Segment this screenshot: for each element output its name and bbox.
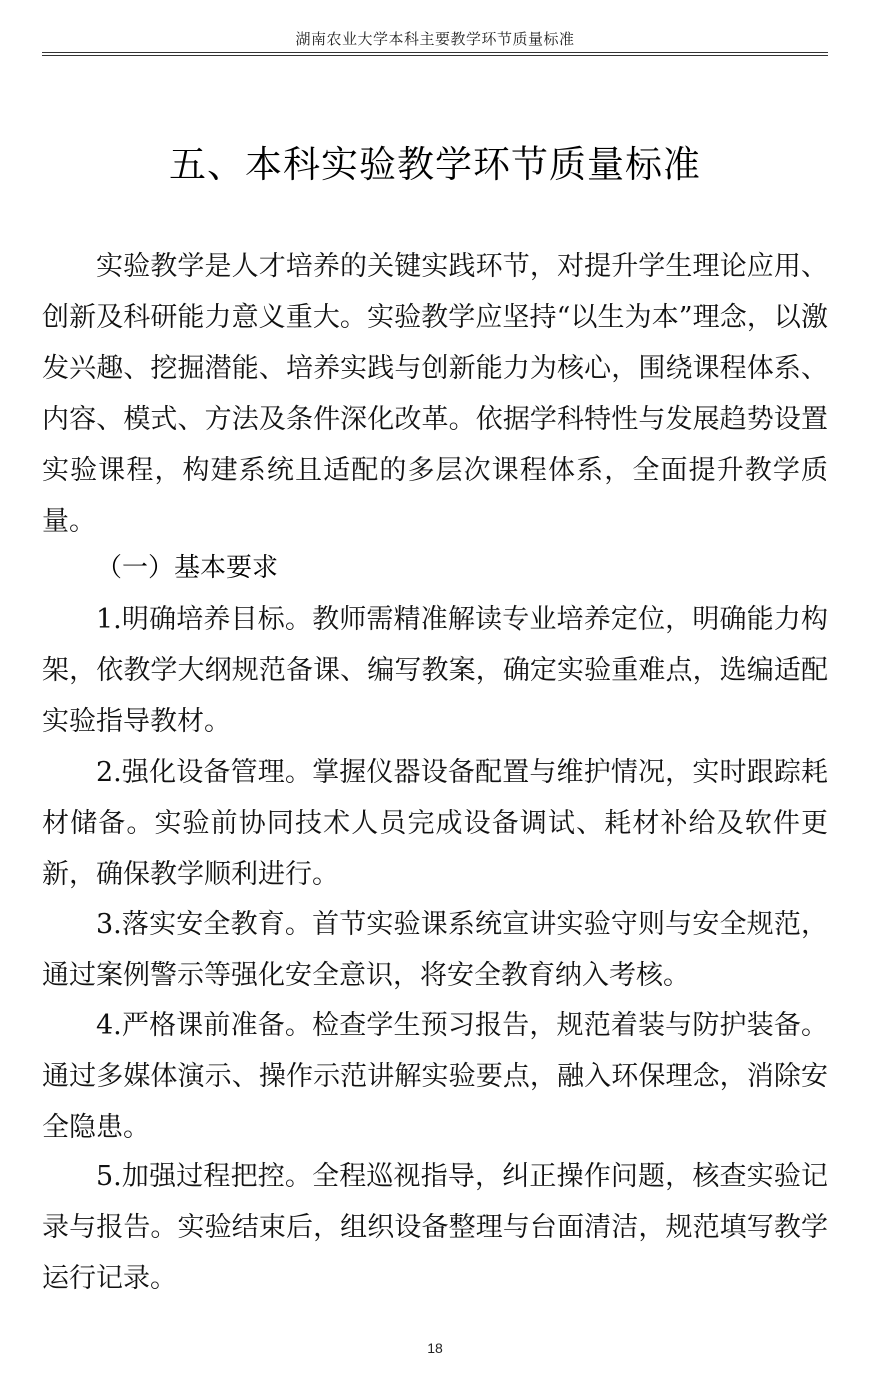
running-header: 湖南农业大学本科主要教学环节质量标准 xyxy=(295,30,575,48)
intro-paragraph: 实验教学是人才培养的关键实践环节，对提升学生理论应用、创新及科研能力意义重大。实验教学应坚持“以生为本”理念，以激发兴趣、挖掘潜能、培养实践与创新能力为核心，围绕课程体系、内容、模式、方法及条件深化改革。依据学科特性与发展趋势设置实验课程，构建系统且适配的多层次课程体系，全面提升教学质量。 xyxy=(42,251,828,537)
requirement-item-2: 2.强化设备管理。掌握仪器设备配置与维护情况，实时跟踪耗材储备。实验前协同技术人员完成设备调试、耗材补给及软件更新，确保教学顺利进行。 xyxy=(42,757,828,890)
requirement-item-3: 3.落实安全教育。首节实验课系统宣讲实验守则与安全规范，通过案例警示等强化安全意识，将安全教育纳入考核。 xyxy=(42,909,828,991)
requirement-item-4: 4.严格课前准备。检查学生预习报告，规范着装与防护装备。通过多媒体演示、操作示范讲解实验要点，融入环保理念，消除安全隐患。 xyxy=(42,1010,828,1143)
page-title: 五、本科实验教学环节质量标准 xyxy=(169,143,701,186)
section-heading: （一）基本要求 xyxy=(96,553,279,583)
header-rule xyxy=(42,52,828,53)
header-rule-double xyxy=(42,55,828,56)
requirement-item-1: 1.明确培养目标。教师需精准解读专业培养定位，明确能力构架，依教学大纲规范备课、编写教案，确定实验重难点，选编适配实验指导教材。 xyxy=(42,604,828,737)
page-number: 18 xyxy=(427,1340,443,1356)
requirement-item-5: 5.加强过程把控。全程巡视指导，纠正操作问题，核查实验记录与报告。实验结束后，组织设备整理与台面清洁，规范填写教学运行记录。 xyxy=(42,1161,828,1294)
